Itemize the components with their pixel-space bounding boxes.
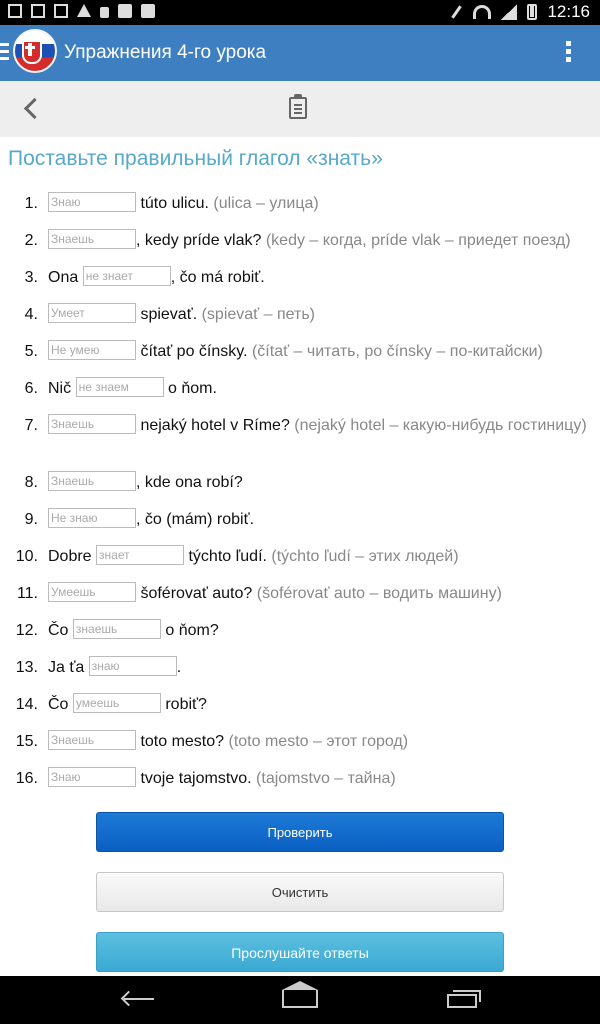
- exercise-sentence: [48, 545, 588, 569]
- exercise-sentence: [48, 767, 588, 791]
- exercise-number: 11.: [16, 585, 38, 602]
- navigation-bar: [0, 976, 600, 1024]
- answer-input[interactable]: Знаю: [48, 192, 136, 212]
- answer-input[interactable]: не знает: [83, 266, 171, 286]
- exercise-sentence: [48, 619, 588, 643]
- sentence-suffix: nejaký hotel v Ríme?: [136, 417, 295, 434]
- nav-back-icon[interactable]: [121, 991, 155, 1007]
- sentence-suffix: týchto ľudí.: [184, 548, 272, 565]
- exercise-number: 13.: [15, 659, 38, 676]
- exercise-sentence: [48, 229, 588, 253]
- status-bar: [0, 0, 600, 25]
- clock: 12:16: [547, 2, 590, 21]
- exercise-number: 9.: [24, 511, 38, 528]
- exercise-number: 8.: [24, 474, 38, 491]
- exercise-sentence: [48, 656, 588, 680]
- exercise-number: 15.: [15, 733, 38, 750]
- translation-hint: (nejaký hotel – какую-нибудь гостиницу): [294, 417, 587, 434]
- sentence-suffix: túto ulicu.: [136, 195, 214, 212]
- sentence-suffix: spievať.: [136, 306, 202, 323]
- exercise-sentence: [48, 303, 588, 327]
- exercise-number: 16.: [15, 770, 38, 787]
- answer-input[interactable]: знает: [96, 545, 184, 565]
- translation-hint: (kedy – когда, príde vlak – приедет поезд): [265, 232, 571, 249]
- answer-input[interactable]: Знаешь: [48, 471, 136, 491]
- nav-home-icon[interactable]: [282, 990, 318, 1008]
- store-notification-icon: [118, 4, 132, 18]
- overflow-menu-icon[interactable]: [566, 41, 572, 65]
- exercise-number: 10.: [15, 548, 38, 565]
- listen-answers-button[interactable]: Прослушайте ответы: [96, 932, 504, 972]
- store-update-icon: [141, 4, 155, 18]
- exercise-number: 6.: [24, 380, 38, 397]
- answer-input[interactable]: Не умею: [48, 340, 136, 360]
- warning-icon: [77, 4, 91, 17]
- answer-input[interactable]: Знаю: [48, 767, 136, 787]
- answer-input[interactable]: Умеет: [48, 303, 136, 323]
- exercise-sentence: [48, 693, 588, 717]
- back-chevron-icon[interactable]: [24, 98, 45, 119]
- answer-input[interactable]: знаю: [89, 656, 177, 676]
- sentence-suffix: , čo (mám) robiť.: [136, 511, 255, 528]
- sentence-suffix: šoférovať auto?: [136, 585, 257, 602]
- answer-input[interactable]: Не знаю: [48, 508, 136, 528]
- exercise-sentence: [48, 508, 588, 532]
- gallery-notification-icon: [8, 4, 22, 18]
- exercise-heading: Поставьте правильный глагол «знать»: [8, 147, 383, 170]
- translation-hint: (čítať – читать, po čínsky – по-китайски): [251, 343, 543, 360]
- exercise-sentence: [48, 414, 588, 438]
- sentence-suffix: , kedy príde vlak?: [136, 232, 266, 249]
- exercise-number: 1.: [24, 195, 38, 212]
- check-button[interactable]: Проверить: [96, 812, 504, 852]
- translation-hint: (spievať – петь): [201, 306, 315, 323]
- answer-input[interactable]: Знаешь: [48, 414, 136, 434]
- mute-icon: [449, 5, 463, 19]
- sentence-suffix: tvoje tajomstvo.: [136, 770, 257, 787]
- sentence-prefix: Dobre: [48, 548, 97, 565]
- exercise-sentence: [48, 471, 588, 495]
- exercise-number: 2.: [24, 232, 38, 249]
- answer-input[interactable]: знаешь: [73, 619, 161, 639]
- answer-input[interactable]: умеешь: [73, 693, 161, 713]
- exercise-sentence: [48, 582, 588, 606]
- answer-input[interactable]: Умеешь: [48, 582, 136, 602]
- exercise-number: 7.: [24, 417, 38, 434]
- wifi-icon: [473, 5, 491, 19]
- sentence-prefix: Nič: [48, 380, 76, 397]
- app-bar: [0, 25, 600, 81]
- clear-button[interactable]: Очистить: [96, 872, 504, 912]
- sentence-suffix: o ňom.: [163, 380, 217, 397]
- drawer-icon[interactable]: [0, 43, 9, 64]
- notification-icons: [8, 4, 155, 18]
- answer-input[interactable]: не знаем: [76, 377, 164, 397]
- exercise-number: 14.: [15, 696, 38, 713]
- exercise-sentence: [48, 192, 588, 216]
- sentence-prefix: Čo: [48, 622, 73, 639]
- sentence-prefix: Ja ťa: [48, 659, 89, 676]
- translation-hint: (týchto ľudí – этих людей): [271, 548, 459, 565]
- clipboard-icon[interactable]: [289, 97, 307, 119]
- signal-icon: [501, 4, 517, 20]
- app-title: Упражнения 4-го урока: [64, 42, 267, 63]
- slovakia-flag-icon[interactable]: [13, 29, 57, 73]
- sentence-suffix: robiť?: [160, 696, 207, 713]
- battery-icon: [527, 4, 537, 20]
- sentence-suffix: o ňom?: [160, 622, 219, 639]
- lock-icon: [100, 7, 109, 18]
- sentence-suffix: toto mesto?: [136, 733, 229, 750]
- sentence-suffix: , kde ona robí?: [136, 474, 243, 491]
- exercise-number: 5.: [24, 343, 38, 360]
- answer-input[interactable]: Знаешь: [48, 229, 136, 249]
- system-icons: [449, 2, 590, 22]
- toolbar: [0, 81, 600, 137]
- image-notification-icon: [54, 4, 68, 18]
- exercise-number: 4.: [24, 306, 38, 323]
- translation-hint: (šoférovať auto – водить машину): [256, 585, 502, 602]
- answer-input[interactable]: Знаешь: [48, 730, 136, 750]
- exercise-sentence: [48, 340, 588, 364]
- exercise-sentence: [48, 377, 588, 401]
- exercise-sentence: [48, 266, 588, 290]
- translation-hint: (toto mesto – этот город): [228, 733, 409, 750]
- nav-recent-apps-icon[interactable]: [447, 994, 477, 1008]
- sentence-prefix: Čo: [48, 696, 73, 713]
- exercise-sentence: [48, 730, 588, 754]
- sentence-prefix: Ona: [48, 269, 83, 286]
- translation-hint: (tajomstvo – тайна): [256, 770, 396, 787]
- exercise-number: 3.: [24, 269, 38, 286]
- translation-hint: (ulica – улица): [213, 195, 319, 212]
- sentence-suffix: .: [176, 659, 182, 676]
- exercise-number: 12.: [15, 622, 38, 639]
- sentence-suffix: , čo má robiť.: [170, 269, 265, 286]
- sentence-suffix: čítať po čínsky.: [136, 343, 252, 360]
- app-notification-icon: [31, 4, 45, 18]
